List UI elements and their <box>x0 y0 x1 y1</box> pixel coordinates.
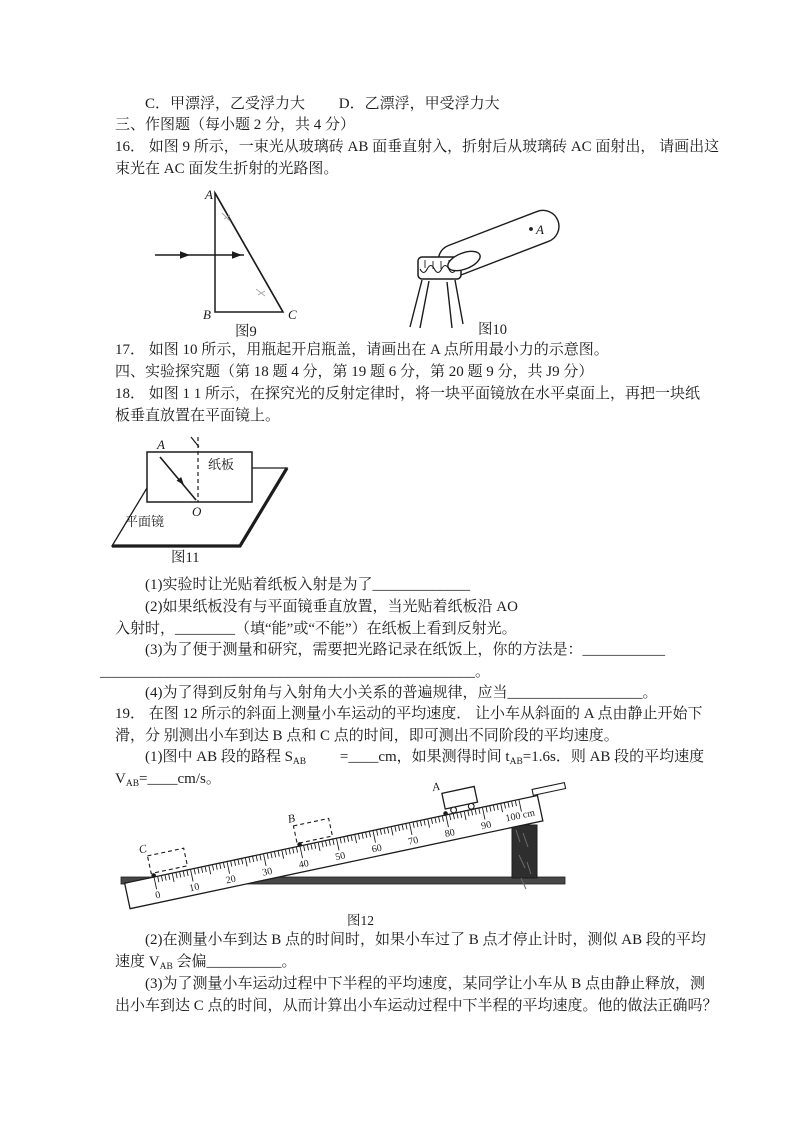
point-a-label: A <box>157 437 165 452</box>
ruler-number: 90 <box>480 819 493 833</box>
q18-text-line2: 板垂直放置在平面镜上。 <box>115 408 281 424</box>
figure-9-caption: 图9 <box>235 324 257 340</box>
point-c-label: C <box>137 843 148 857</box>
car-wheel <box>450 807 457 814</box>
cardboard-label: 纸板 <box>208 457 235 472</box>
text-segment: =____cm，如果测得时间 t <box>306 749 510 765</box>
figure-12-incline-diagram <box>105 778 705 928</box>
section-4-heading: 四、实验探究题（第 18 题 4 分，第 19 题 6 分，第 20 题 9 分，共 J9 分） <box>115 364 594 380</box>
ray-arrowhead <box>232 251 242 259</box>
text-segment: =____cm/s。 <box>139 771 221 787</box>
q17-text: 17． 如图 10 所示，用瓶起开启瓶盖，请画出在 A 点所用最小力的示意图。 <box>115 342 609 358</box>
ruler-board-group <box>117 755 571 908</box>
point-a-label: A <box>536 222 544 237</box>
text-segment: =1.6s．则 AB 段的平均速度 <box>522 749 705 765</box>
prism-hypotenuse-ac <box>215 193 283 312</box>
q19-text-line2: 滑，分 别测出小车到达 B 点和 C 点的时间，即可测出不同阶段的平均速度。 <box>115 728 619 744</box>
figure-12-caption: 图12 <box>347 913 374 928</box>
ruler-number: 60 <box>370 842 383 856</box>
vertex-c-label: C <box>288 307 297 322</box>
q18-text-line1: 18． 如图 1 1 所示，在探究光的反射定律时，将一块平面镜放在水平桌面上，再把一块纸 <box>115 386 701 402</box>
figure-9-prism-diagram <box>130 185 330 325</box>
point-a-label: A <box>431 780 441 795</box>
text-segment: (1)图中 AB 段的路程 S <box>145 749 293 765</box>
q18-sub3-line1: (3)为了便于测量和研究，需要把光路记录在纸饭上，你的方法是：___________ <box>145 642 665 658</box>
figure-10-caption: 图10 <box>478 322 507 338</box>
ruler-number: 80 <box>443 827 456 840</box>
q19-text-line1: 19． 在图 12 所示的斜面上测量小车运动的平均速度． 让小车从斜面的 A 点由静止开始下 <box>115 706 703 722</box>
vertex-a-label: A <box>205 187 213 202</box>
section-3-heading: 三、作图题（每小题 2 分，共 4 分） <box>115 117 356 133</box>
ruler-number: 0 <box>154 889 162 902</box>
subscript-ab: AB <box>125 779 140 789</box>
q18-sub2-line2: 入射时，________（填“能”或“不能”）在纸板上看到反射光。 <box>115 621 517 637</box>
text-segment: 速度 V <box>115 954 160 970</box>
q18-sub2-line1: (2)如果纸板没有与平面镜垂直放置，当光贴着纸板沿 AO <box>145 599 518 615</box>
point-o-label: O <box>192 504 202 519</box>
text-segment: 会偏__________。 <box>172 954 297 970</box>
q18-sub1: (1)实验时让光贴着纸板入射是为了_____________ <box>145 577 470 593</box>
ruler-unit-label: 100 cm <box>504 807 537 825</box>
mirror-label: 平面镜 <box>125 514 165 529</box>
ruler-number: 10 <box>188 881 201 895</box>
ruler-number: 40 <box>297 858 310 871</box>
ruler-number: 70 <box>407 834 420 848</box>
subscript-ab: AB <box>292 757 307 767</box>
q19-sub1-line1 <box>145 748 704 772</box>
bottle-neck-lines <box>410 280 463 328</box>
scan-smudge <box>256 289 265 296</box>
q19-sub2-line1: (2)在测量小车到达 B 点的时间时，如果小车过了 B 点才停止计时，测似 AB 段的平均 <box>145 932 706 948</box>
q19-sub3-line1: (3)为了测量小车运动过程中下半程的平均速度，某同学让小车从 B 点由静止释放，测 <box>145 976 705 992</box>
figure-11-reflection-setup <box>95 425 330 570</box>
vertex-b-label: B <box>203 307 211 322</box>
car-wheel <box>468 803 475 810</box>
q19-sub2-line2 <box>115 953 297 977</box>
ruler-number: 20 <box>224 873 237 887</box>
ruler-number: 50 <box>334 850 347 864</box>
q16-text-line1: 16． 如图 9 所示，一束光从玻璃砖 AB 面垂直射入，折射后从玻璃砖 AC 面射出， 请画出这 <box>115 139 720 155</box>
q16-text-line2: 束光在 AC 面发生折射的光路图。 <box>115 161 339 177</box>
support-block <box>512 825 537 878</box>
point-a-dot <box>529 227 533 231</box>
ruler-number: 30 <box>261 865 274 879</box>
q19-sub3-line2: 出小车到达 C 点的时间，从而计算出小车运动过程中下半程的平均速度。他的做法正确吗？ <box>115 998 718 1014</box>
q18-sub4: (4)为了得到反射角与入射角大小关系的普遍规律，应当__________________。 <box>145 685 658 701</box>
q18-sub3-line2: __________________________________________________。 <box>100 664 491 680</box>
board-end-tab <box>532 783 566 796</box>
point-b-label: B <box>286 812 297 826</box>
subscript-ab: AB <box>509 757 523 767</box>
figure-11-caption: 图11 <box>171 550 200 566</box>
text-segment: V <box>115 771 126 787</box>
ray-arrowhead <box>180 251 190 259</box>
options-cd-line: C．甲漂浮，乙受浮力大 D．乙漂浮，甲受浮力大 <box>145 96 500 112</box>
car-ghost-c <box>147 848 187 873</box>
subscript-ab: AB <box>159 962 173 972</box>
